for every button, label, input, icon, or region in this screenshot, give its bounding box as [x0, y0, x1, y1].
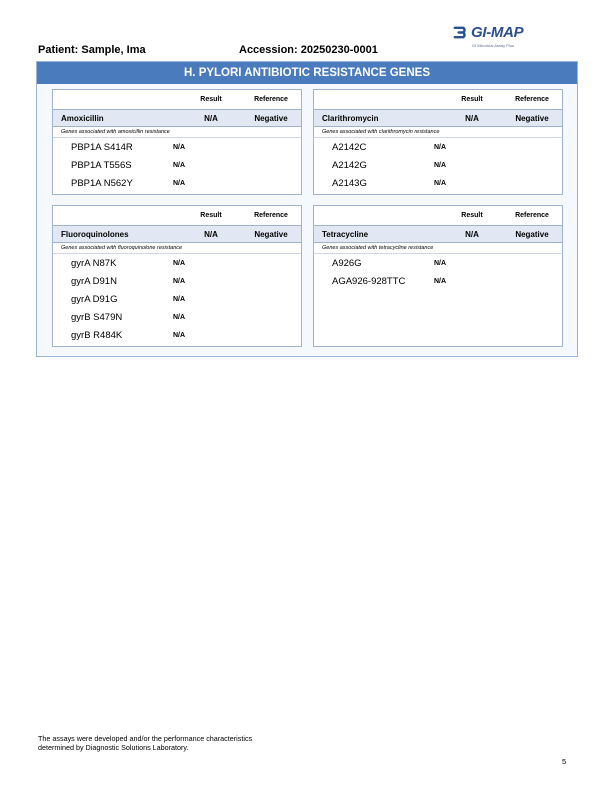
gene-name: A2142C — [332, 141, 367, 153]
gene-result: N/A — [172, 313, 186, 321]
amoxicillin-panel — [52, 89, 302, 195]
panel-header-row — [53, 206, 301, 226]
gene-result: N/A — [433, 259, 447, 267]
gene-row — [53, 254, 301, 272]
drug-name: Tetracycline — [322, 229, 369, 239]
gene-name: A2143G — [332, 177, 367, 189]
drug-row — [314, 110, 562, 127]
gene-row — [53, 174, 301, 192]
gene-result: N/A — [172, 179, 186, 187]
reference-column-header: Reference — [515, 212, 549, 219]
gene-row — [53, 156, 301, 174]
accession-number: Accession: 20250230-0001 — [239, 44, 378, 56]
gene-name: PBP1A S414R — [71, 141, 133, 153]
gene-result: N/A — [172, 331, 186, 339]
drug-result: N/A — [204, 229, 218, 239]
gene-result: N/A — [433, 143, 447, 151]
gene-row — [314, 138, 562, 156]
gene-name: gyrA D91G — [71, 293, 118, 305]
logo-tagline: GI Microbial Assay Plus — [472, 43, 515, 48]
gene-name: PBP1A T556S — [71, 159, 132, 171]
gene-row — [53, 290, 301, 308]
result-column-header: Result — [200, 96, 222, 103]
drug-name: Amoxicillin — [61, 113, 104, 123]
footer-line: The assays were developed and/or the performance characteristics — [38, 734, 253, 743]
drug-row — [314, 226, 562, 243]
drug-result: N/A — [465, 113, 479, 123]
assoc-genes-caption: Genes associated with clarithromycin resistance — [314, 127, 562, 138]
gene-name: A2142G — [332, 159, 367, 171]
gene-result: N/A — [172, 295, 186, 303]
drug-row — [53, 110, 301, 127]
logo-mark-icon — [452, 25, 467, 40]
drug-result: N/A — [204, 113, 218, 123]
gi-map-logo — [452, 24, 542, 54]
gene-result: N/A — [172, 259, 186, 267]
tetracycline-panel — [313, 205, 563, 347]
reference-column-header: Reference — [254, 96, 288, 103]
result-column-header: Result — [461, 212, 483, 219]
gene-name: AGA926-928TTC — [332, 275, 406, 287]
gene-name: A926G — [332, 257, 362, 269]
gene-name: gyrB S479N — [71, 311, 123, 323]
footer-line: determined by Diagnostic Solutions Laboratory. — [38, 743, 189, 752]
gene-result: N/A — [172, 143, 186, 151]
footer-disclaimer — [38, 734, 252, 752]
reference-column-header: Reference — [254, 212, 288, 219]
section-title: H. PYLORI ANTIBIOTIC RESISTANCE GENES — [37, 62, 577, 84]
gene-name: gyrA D91N — [71, 275, 117, 287]
gene-result: N/A — [433, 277, 447, 285]
drug-reference: Negative — [515, 113, 549, 123]
patient-name: Patient: Sample, Ima — [38, 44, 146, 56]
gene-row — [314, 156, 562, 174]
clarithromycin-panel — [313, 89, 563, 195]
gene-name: PBP1A N562Y — [71, 177, 133, 189]
drug-reference: Negative — [515, 229, 549, 239]
drug-row — [53, 226, 301, 243]
gene-row — [314, 254, 562, 272]
gene-name: gyrA N87K — [71, 257, 117, 269]
gene-result: N/A — [172, 161, 186, 169]
assoc-genes-caption: Genes associated with fluoroquinolone resistance — [53, 243, 301, 254]
panel-header-row — [314, 90, 562, 110]
gene-row — [53, 326, 301, 344]
drug-name: Clarithromycin — [322, 113, 379, 123]
gene-row — [53, 138, 301, 156]
panel-header-row — [53, 90, 301, 110]
gene-result: N/A — [433, 179, 447, 187]
assoc-genes-caption: Genes associated with amoxicillin resistance — [53, 127, 301, 138]
drug-reference: Negative — [254, 229, 288, 239]
result-column-header: Result — [461, 96, 483, 103]
gene-row — [314, 272, 562, 290]
gene-row — [53, 272, 301, 290]
fluoroquinolones-panel — [52, 205, 302, 347]
drug-name: Fluoroquinolones — [61, 229, 129, 239]
drug-reference: Negative — [254, 113, 288, 123]
assoc-genes-caption: Genes associated with tetracycline resistance — [314, 243, 562, 254]
gene-row — [53, 308, 301, 326]
page-number: 5 — [562, 757, 567, 766]
reference-column-header: Reference — [515, 96, 549, 103]
gene-row — [314, 174, 562, 192]
panel-header-row — [314, 206, 562, 226]
gene-name: gyrB R484K — [71, 329, 123, 341]
result-column-header: Result — [200, 212, 222, 219]
gene-result: N/A — [433, 161, 447, 169]
logo-text: GI-MAP — [471, 24, 524, 41]
gene-result: N/A — [172, 277, 186, 285]
drug-result: N/A — [465, 229, 479, 239]
